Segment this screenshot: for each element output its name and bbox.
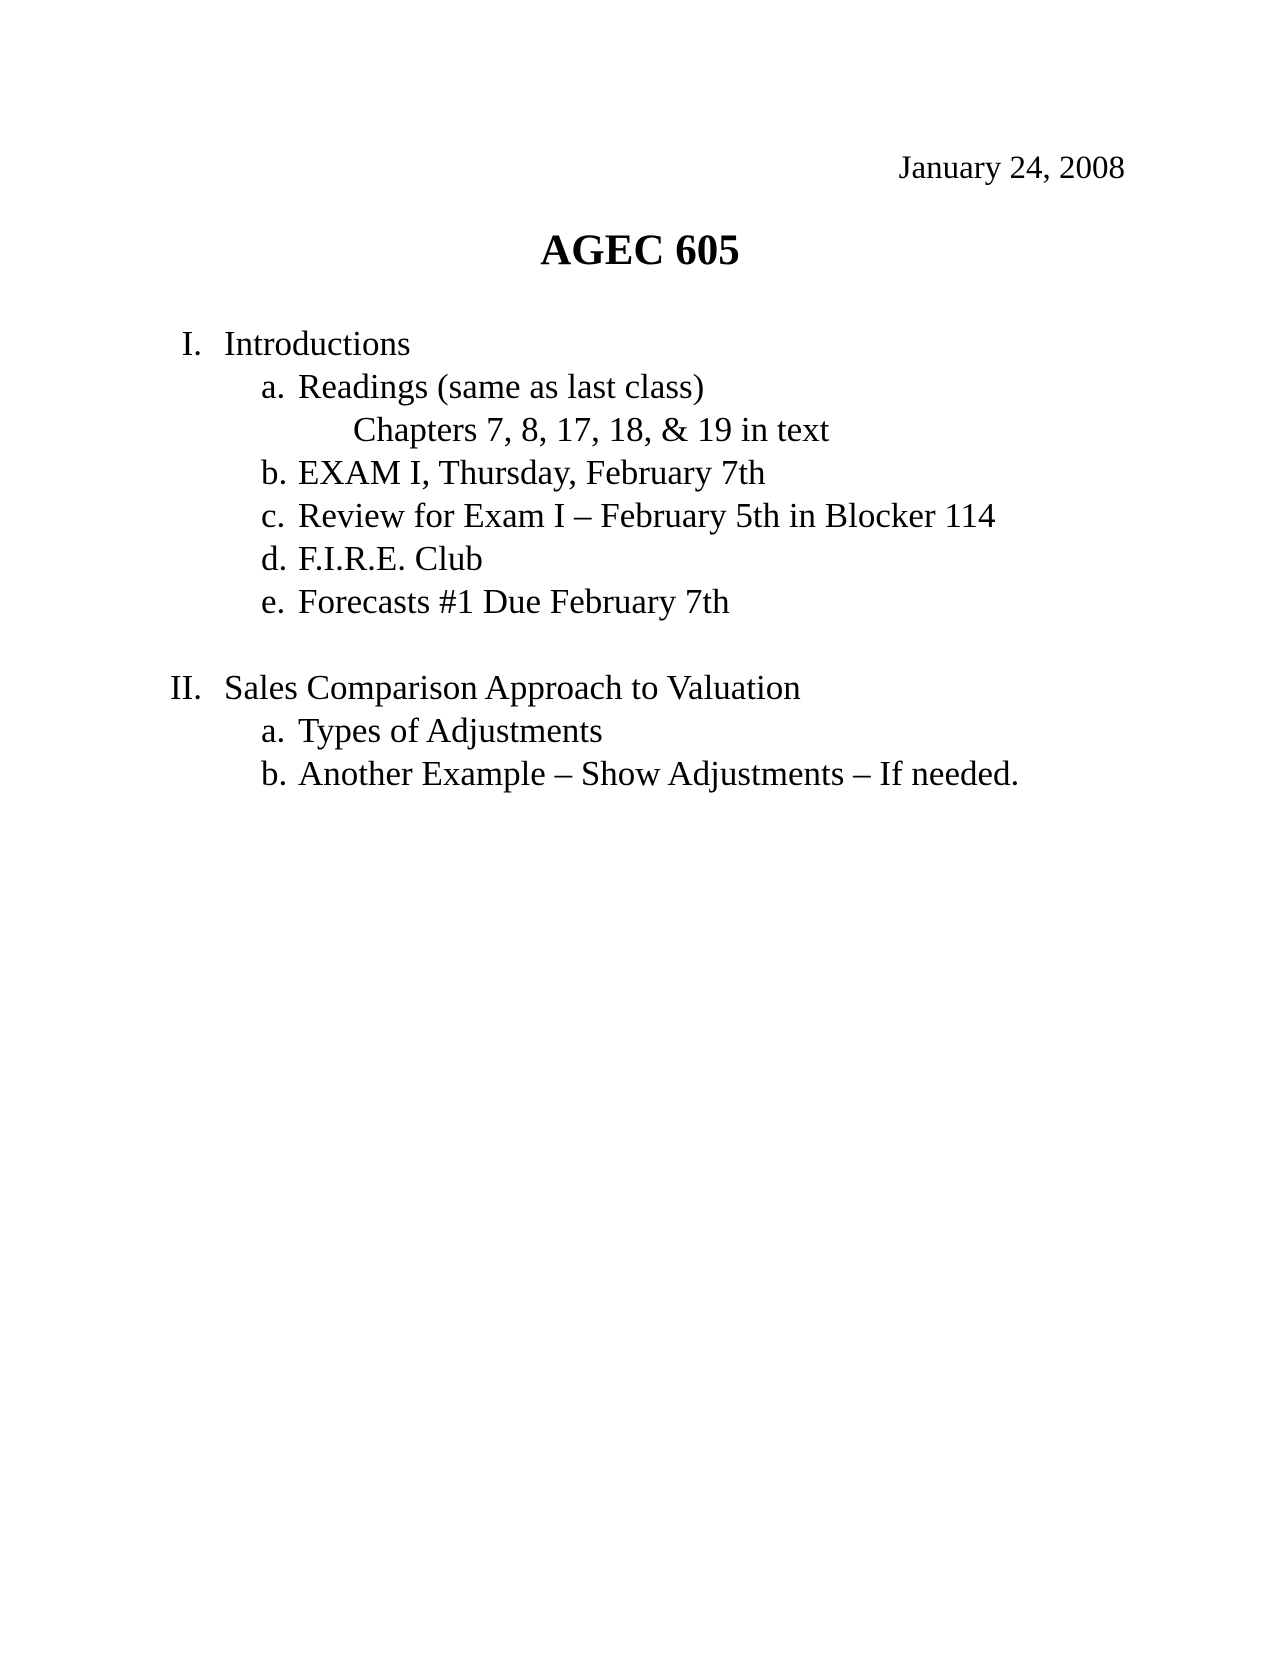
item-text: Readings (same as last class): [298, 367, 705, 406]
item-text: Forecasts #1 Due February 7th: [298, 582, 730, 621]
item-detail: Chapters 7, 8, 17, 18, & 19 in text: [353, 410, 830, 449]
list-item: [0, 710, 1280, 752]
item-text: F.I.R.E. Club: [298, 539, 483, 578]
item-text: EXAM I, Thursday, February 7th: [298, 453, 766, 492]
item-text: Another Example – Show Adjustments – If needed.: [298, 754, 1020, 793]
list-item: [0, 753, 1280, 795]
document-date: January 24, 2008: [898, 150, 1125, 186]
document-title: AGEC 605: [540, 227, 740, 274]
item-label: e.: [261, 582, 286, 621]
item-label: a.: [261, 367, 286, 406]
section-2-numeral: II.: [169, 668, 202, 707]
list-item: [0, 366, 1280, 408]
list-item: [0, 581, 1280, 623]
section-2: [0, 667, 1280, 709]
item-text: Types of Adjustments: [298, 711, 603, 750]
item-label: c.: [261, 496, 286, 535]
item-label: b.: [261, 453, 288, 492]
list-item: [0, 495, 1280, 537]
item-label: b.: [261, 754, 288, 793]
item-label: d.: [261, 539, 288, 578]
item-label: a.: [261, 711, 286, 750]
list-item: [0, 452, 1280, 494]
section-1: [0, 323, 1280, 365]
item-text: Review for Exam I – February 5th in Blocker 114: [298, 496, 996, 535]
list-item: [0, 538, 1280, 580]
section-1-numeral: I.: [181, 324, 202, 363]
section-2-heading: Sales Comparison Approach to Valuation: [224, 668, 801, 707]
section-1-heading: Introductions: [224, 324, 411, 363]
